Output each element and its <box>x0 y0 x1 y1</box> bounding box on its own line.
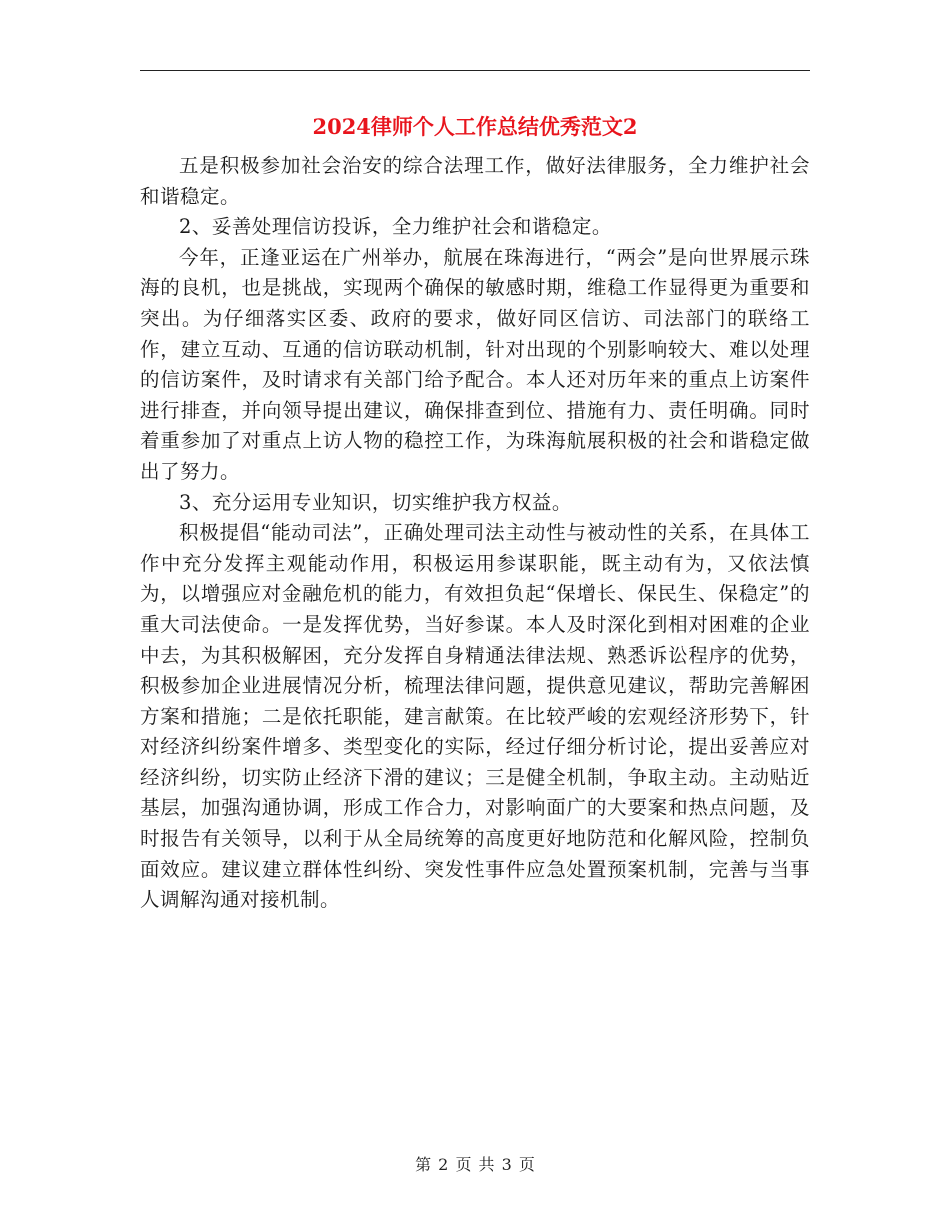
document-body <box>140 151 810 916</box>
body-paragraph: 五是积极参加社会治安的综合法理工作，做好法律服务，全力维护社会和谐稳定。 <box>140 154 810 208</box>
document-title: 2024律师个人工作总结优秀范文2 <box>312 114 638 139</box>
page-number-footer: 第 2 页 共 3 页 <box>415 1155 535 1174</box>
body-paragraph: 今年，正逢亚运在广州举办，航展在珠海进行，“两会”是向世界展示珠海的良机，也是挑战，实现两个确保的敏感时期，维稳工作显得更为重要和突出。为仔细落实区委、政府的要求，做好同区信访、司法部门的联络工作，建立互动、互通的信访联动机制，针对出现的个别影响较大、难以处理的信访案件，及时请求有关部门给予配合。本人还对历年来的重点上访案件进行排查，并向领导提出建议，确保排查到位、措施有力、责任明确。同时着重参加了对重点上访人物的稳控工作，为珠海航展积极的社会和谐稳定做出了努力。 <box>140 245 810 483</box>
body-paragraph: 积极提倡“能动司法”，正确处理司法主动性与被动性的关系，在具体工作中充分发挥主观能动作用，积极运用参谋职能，既主动有为，又依法慎为，以增强应对金融危机的能力，有效担负起“保增长、保民生、保稳定”的重大司法使命。一是发挥优势，当好参谋。本人及时深化到相对困难的企业中去，为其积极解困，充分发挥自身精通法律法规、熟悉诉讼程序的优势，积极参加企业进展情况分析，梳理法律问题，提供意见建议，帮助完善解困方案和措施；二是依托职能，建言献策。在比较严峻的宏观经济形势下，针对经济纠纷案件增多、类型变化的实际，经过仔细分析讨论，提出妥善应对经济纠纷，切实防止经济下滑的建议；三是健全机制，争取主动。主动贴近基层，加强沟通协调，形成工作合力，对影响面广的大要案和热点问题，及时报告有关领导，以利于从全局统筹的高度更好地防范和化解风险，控制负面效应。建议建立群体性纠纷、突发性事件应急处置预案机制，完善与当事人调解沟通对接机制。 <box>140 521 810 912</box>
section-heading: 2、妥善处理信访投诉，全力维护社会和谐稳定。 <box>179 215 612 239</box>
header-rule <box>140 70 810 71</box>
section-heading: 3、充分运用专业知识，切实维护我方权益。 <box>179 490 572 514</box>
